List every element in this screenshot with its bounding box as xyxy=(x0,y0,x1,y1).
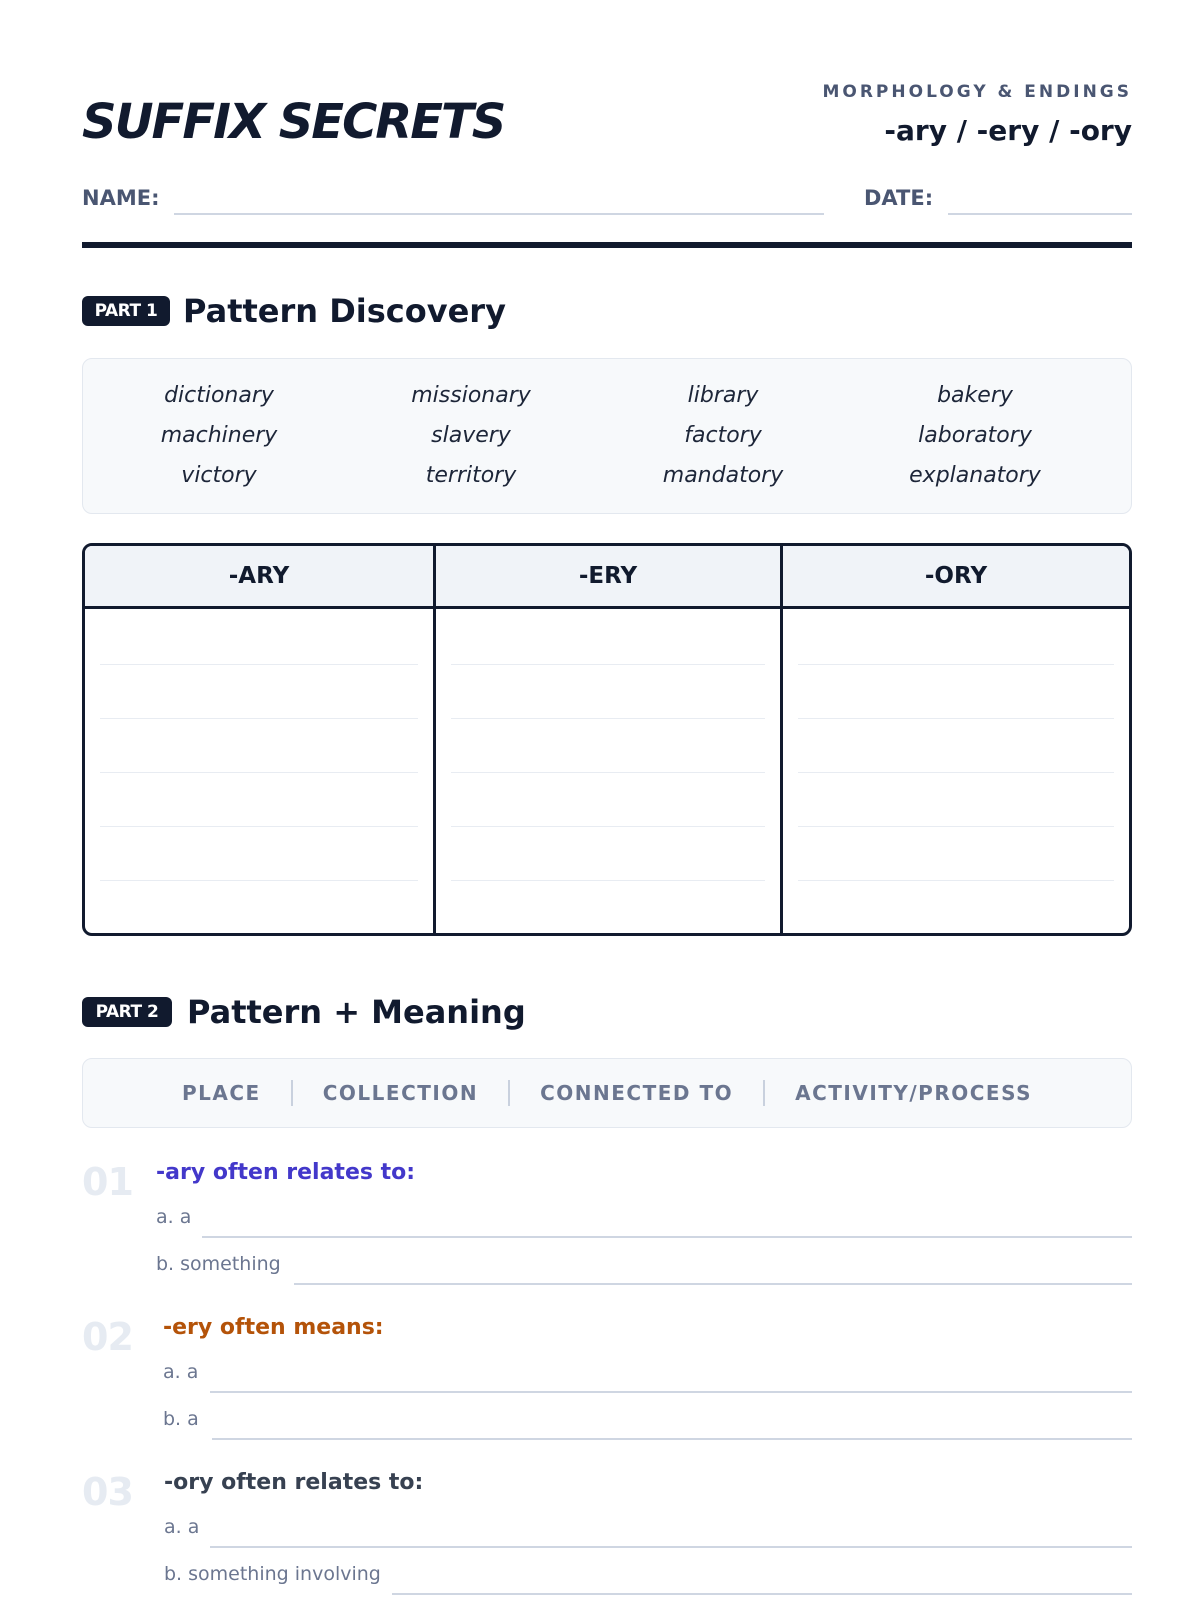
worksheet-title: SUFFIX SECRETS xyxy=(82,94,505,150)
sort-column-header: -ERY xyxy=(436,546,780,609)
word-bank-word: victory xyxy=(181,463,257,488)
suffix-list: -ary / -ery / -ory xyxy=(884,114,1132,147)
name-field[interactable] xyxy=(174,213,824,215)
question-number: 02 xyxy=(82,1315,133,1359)
question-number: 01 xyxy=(82,1160,133,1204)
word-bank-column xyxy=(597,381,849,501)
question-prompt: -ory often relates to: xyxy=(164,1470,424,1495)
writing-line xyxy=(451,664,765,665)
answer-line[interactable] xyxy=(392,1593,1132,1595)
writing-line xyxy=(798,772,1114,773)
word-bank-word: dictionary xyxy=(164,383,274,408)
answer-label: a. a xyxy=(163,1361,199,1383)
word-bank-word: library xyxy=(687,383,759,408)
writing-line xyxy=(451,826,765,827)
word-bank-word: laboratory xyxy=(918,423,1032,448)
category-separator xyxy=(508,1080,510,1106)
writing-line xyxy=(798,826,1114,827)
category-separator xyxy=(291,1080,293,1106)
word-bank-word: factory xyxy=(684,423,762,448)
word-bank-column xyxy=(93,381,345,501)
category-chip: COLLECTION xyxy=(322,1081,479,1105)
writing-line xyxy=(451,880,765,881)
word-bank-word: mandatory xyxy=(662,463,784,488)
word-bank-column xyxy=(849,381,1101,501)
part2-title: Pattern + Meaning xyxy=(187,993,526,1031)
sort-column-header: -ORY xyxy=(783,546,1129,609)
word-bank-word: territory xyxy=(425,463,517,488)
word-bank-word: explanatory xyxy=(909,463,1041,488)
header-divider xyxy=(82,242,1132,248)
sorting-table xyxy=(82,543,1132,936)
sort-column-ory[interactable] xyxy=(780,546,1129,933)
writing-line xyxy=(798,880,1114,881)
name-label: NAME: xyxy=(82,186,160,210)
word-bank-word: slavery xyxy=(431,423,511,448)
writing-line xyxy=(798,718,1114,719)
word-bank-word: bakery xyxy=(937,383,1013,408)
answer-line[interactable] xyxy=(210,1546,1132,1548)
sort-column-ary[interactable] xyxy=(85,546,433,933)
sort-column-ery[interactable] xyxy=(433,546,780,933)
word-bank-word: missionary xyxy=(411,383,531,408)
writing-line xyxy=(100,880,418,881)
category-separator xyxy=(763,1080,765,1106)
category-bank xyxy=(82,1058,1132,1128)
answer-line[interactable] xyxy=(210,1391,1132,1393)
writing-line xyxy=(451,772,765,773)
answer-label: a. a xyxy=(164,1516,200,1538)
answer-label: b. a xyxy=(163,1408,199,1430)
answer-line[interactable] xyxy=(202,1236,1132,1238)
question-prompt: -ary often relates to: xyxy=(156,1160,416,1185)
category-chip: PLACE xyxy=(182,1081,261,1105)
category-chip: CONNECTED TO xyxy=(540,1081,734,1105)
writing-line xyxy=(798,664,1114,665)
category-chip: ACTIVITY/PROCESS xyxy=(795,1081,1032,1105)
writing-line xyxy=(451,718,765,719)
part2-badge: PART 2 xyxy=(82,997,172,1027)
question-number: 03 xyxy=(82,1470,133,1514)
subject-label: MORPHOLOGY & ENDINGS xyxy=(822,82,1132,102)
writing-line xyxy=(100,718,418,719)
writing-line xyxy=(100,664,418,665)
answer-line[interactable] xyxy=(212,1438,1132,1440)
word-bank xyxy=(82,358,1132,514)
date-field[interactable] xyxy=(948,213,1132,215)
question-prompt: -ery often means: xyxy=(163,1315,384,1340)
answer-line[interactable] xyxy=(294,1283,1132,1285)
word-bank-column xyxy=(345,381,597,501)
date-label: DATE: xyxy=(864,186,934,210)
word-bank-word: machinery xyxy=(160,423,278,448)
answer-label: b. something xyxy=(156,1253,281,1275)
part1-badge: PART 1 xyxy=(82,296,170,326)
answer-label: b. something involving xyxy=(164,1563,381,1585)
writing-line xyxy=(100,772,418,773)
writing-line xyxy=(100,826,418,827)
part1-title: Pattern Discovery xyxy=(183,292,506,330)
sort-column-header: -ARY xyxy=(85,546,433,609)
answer-label: a. a xyxy=(156,1206,192,1228)
